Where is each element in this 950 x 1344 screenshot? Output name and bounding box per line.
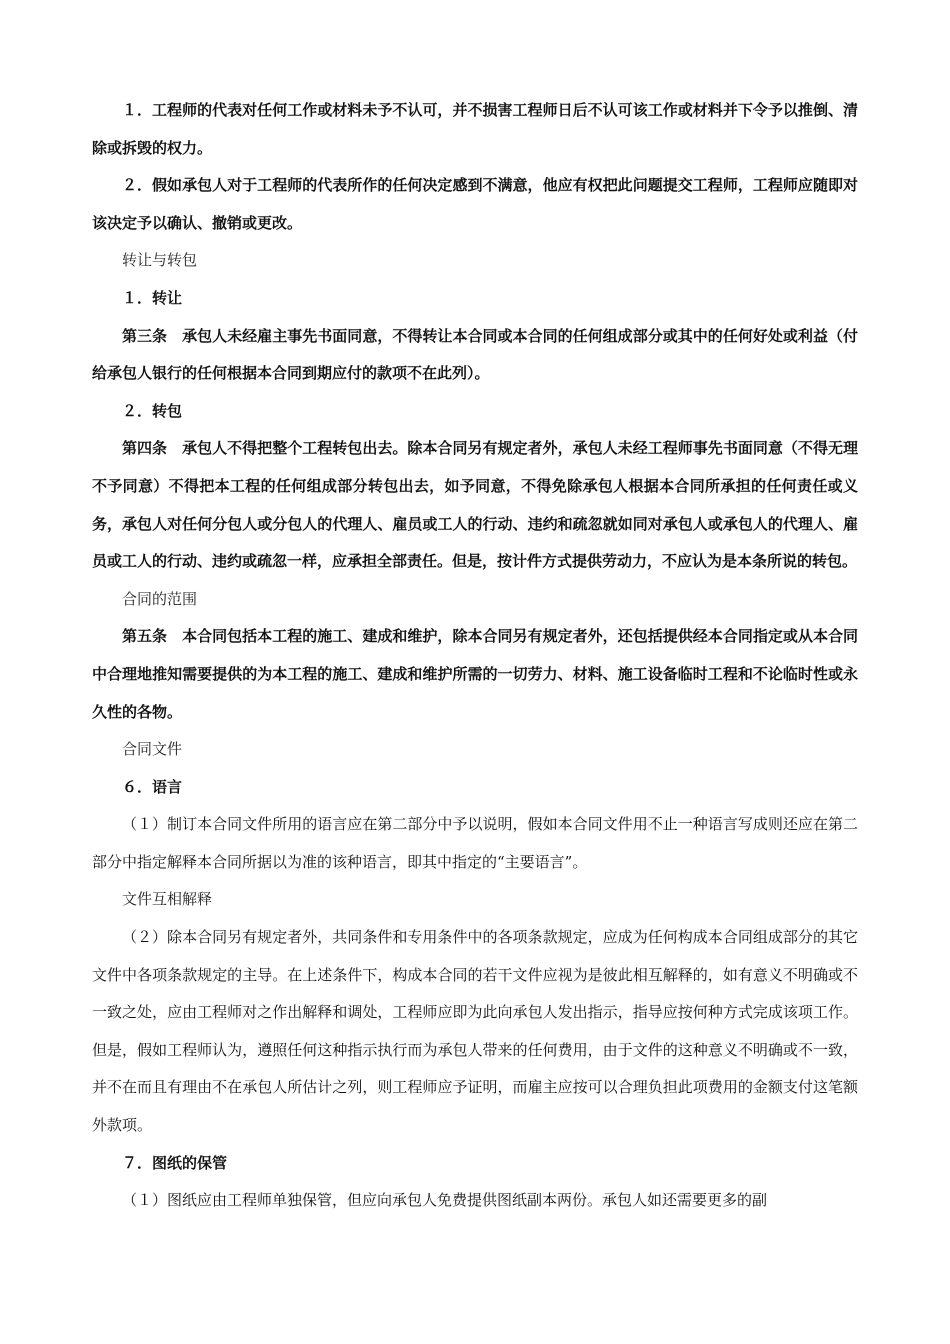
subheading-assignment: １．转让 xyxy=(122,288,183,307)
clause-mutual-interpretation: （２）除本合同另有规定者外，共同条件和专用条件中的各项条款规定，应成为任何构成本合同组成部分的其它文件中各项条款规定的主导。在上述条件下，构成本合同的若干文件应视为是彼此相互解释的，如有意义不明确或不一致之处，应由工程师对之作出解释和调处，工程师应即为此向承包人发出指示，指导应按何种方式完成该项工作。但是，假如工程师认为，遵照任何这种指示执行而为承包人带来的任何费用，由于文件的这种意义不明确或不一致，并不在而且有理由不在承包人所估计之列，则工程师应予证明，而雇主应按可以合理负担此项费用的金额支付这笔额外款项。 xyxy=(92,928,858,1135)
clause-engineer-representative-approval: １．工程师的代表对任何工作或材料未予不认可，并不损害工程师日后不认可该工作或材料并下令予以推倒、清除或拆毁的权力。 xyxy=(92,101,858,157)
article-5-scope: 第五条 本合同包括本工程的施工、建成和维护，除本合同另有规定者外，还包括提供经本合同指定或从本合同中合理地推知需要提供的为本工程的施工、建成和维护所需的一切劳力、材料、施工设备临时工程和不论临时性或永久性的各物。 xyxy=(92,627,858,721)
article-3-assignment: 第三条 承包人未经雇主事先书面同意，不得转让本合同或本合同的任何组成部分或其中的任何好处或利益（付给承包人银行的任何根据本合同到期应付的款项不在此列）。 xyxy=(92,326,858,383)
section-heading-contract-scope: 合同的范围 xyxy=(122,589,198,608)
clause-dissatisfaction-referral: ２．假如承包人对于工程师的代表所作的任何决定感到不满意，他应有权把此问题提交工程师，工程师应随即对该决定予以确认、撤销或更改。 xyxy=(92,176,858,232)
document-body xyxy=(92,92,858,1220)
subheading-subletting: ２．转包 xyxy=(122,401,183,420)
clause-language: （１）制订本合同文件所用的语言应在第二部分中予以说明，假如本合同文件用不止一种语言写成则还应在第二部分中指定解释本合同所据以为准的该种语言，即其中指定的“主要语言”。 xyxy=(92,815,858,871)
section-heading-mutual-interpretation: 文件互相解释 xyxy=(122,890,213,909)
clause-drawings-custody: （１）图纸应由工程师单独保管，但应向承包人免费提供图纸副本两份。承包人如还需要更多的副 xyxy=(122,1191,768,1210)
section-heading-assignment-subletting: 转让与转包 xyxy=(122,251,198,270)
subheading-drawings-custody: ７．图纸的保管 xyxy=(122,1153,228,1172)
subheading-language: ６．语言 xyxy=(122,777,183,796)
article-4-subletting: 第四条 承包人不得把整个工程转包出去。除本合同另有规定者外，承包人未经工程师事先书面同意（不得无理不予同意）不得把本工程的任何组成部分转包出去，如予同意，不得免除承包人根据本合同所承担的任何责任或义务，承包人对任何分包人或分包人的代理人、雇员或工人的行动、违约和疏忽就如同对承包人或承包人的代理人、雇员或工人的行动、违约或疏忽一样，应承担全部责任。但是，按计件方式提供劳动力，不应认为是本条所说的转包。 xyxy=(92,439,858,571)
section-heading-contract-documents: 合同文件 xyxy=(122,740,183,759)
